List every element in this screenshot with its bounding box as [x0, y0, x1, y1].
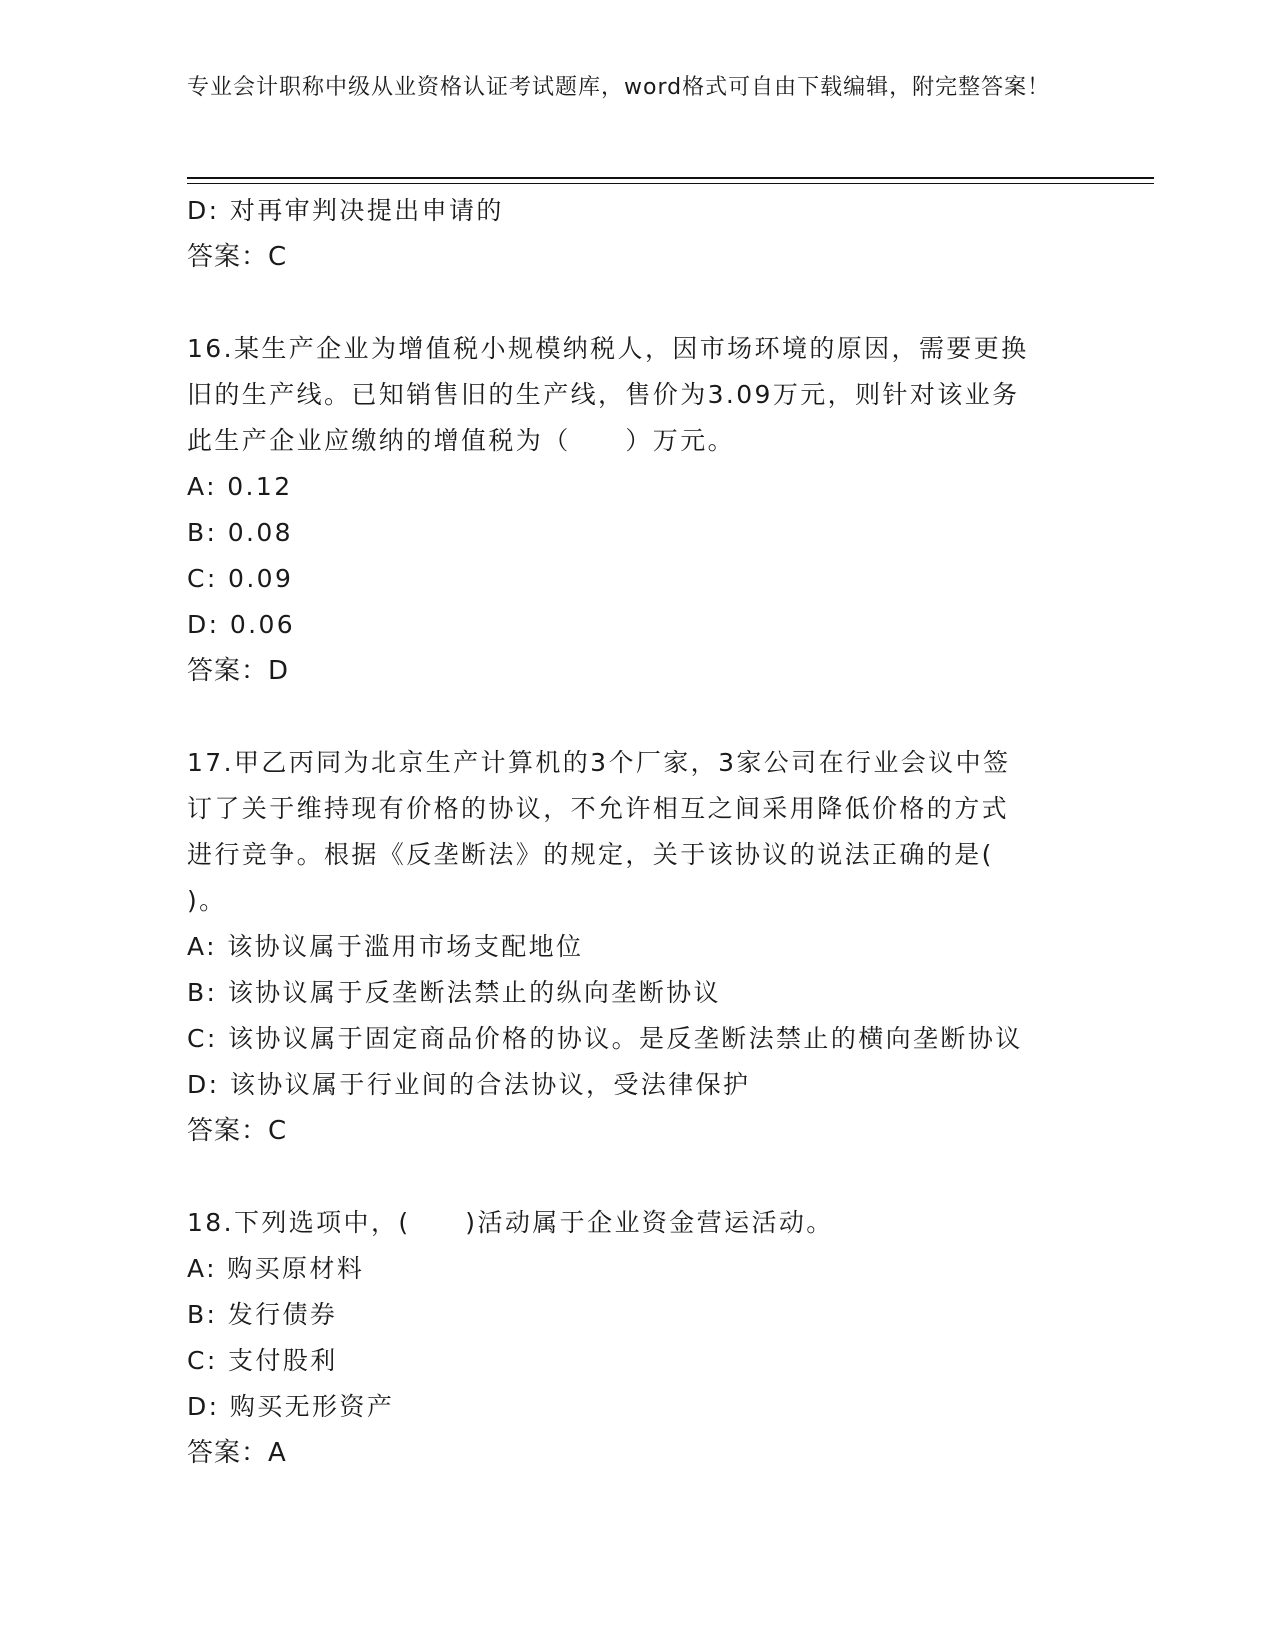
question-18	[187, 1200, 1087, 1476]
question-16	[187, 326, 1087, 694]
option-b: B: 该协议属于反垄断法禁止的纵向垄断协议	[187, 978, 721, 1007]
question-text-line: 此生产企业应缴纳的增值税为（ ）万元。	[187, 426, 736, 455]
question-text-line: 旧的生产线。已知销售旧的生产线，售价为3.09万元，则针对该业务	[187, 380, 1020, 409]
header-divider-thin	[187, 183, 1154, 184]
header-text: 专业会计职称中级从业资格认证考试题库，word格式可自由下载编辑，附完整答案！	[187, 75, 1051, 100]
option-a: A: 该协议属于滥用市场支配地位	[187, 932, 584, 961]
answer-line: 答案：C	[187, 1116, 288, 1146]
option-c: C: 支付股利	[187, 1346, 338, 1375]
option-d: D: 对再审判决提出申请的	[187, 196, 504, 225]
option-a: A: 0.12	[187, 472, 293, 501]
option-a: A: 购买原材料	[187, 1254, 365, 1283]
answer-line: 答案：D	[187, 656, 290, 686]
question-text-line: 16.某生产企业为增值税小规模纳税人，因市场环境的原因，需要更换	[187, 334, 1029, 363]
header-divider-thick	[187, 177, 1154, 179]
option-d: D: 购买无形资产	[187, 1392, 395, 1421]
option-b: B: 0.08	[187, 518, 293, 547]
question-text-line: 18.下列选项中，( )活动属于企业资金营运活动。	[187, 1208, 834, 1237]
option-c: C: 0.09	[187, 564, 294, 593]
spacer	[187, 694, 1087, 740]
page-header	[187, 72, 1067, 104]
question-text-line: 17.甲乙丙同为北京生产计算机的3个厂家，3家公司在行业会议中签	[187, 748, 1011, 777]
option-c: C: 该协议属于固定商品价格的协议。是反垄断法禁止的横向垄断协议	[187, 1024, 1023, 1053]
spacer	[187, 280, 1087, 326]
option-d: D: 该协议属于行业间的合法协议，受法律保护	[187, 1070, 751, 1099]
answer-line: 答案：A	[187, 1438, 287, 1468]
option-d: D: 0.06	[187, 610, 296, 639]
spacer	[187, 1154, 1087, 1200]
question-text-line: 订了关于维持现有价格的协议，不允许相互之间采用降低价格的方式	[187, 794, 1010, 823]
answer-line: 答案：C	[187, 242, 288, 272]
question-text-line: 进行竞争。根据《反垄断法》的规定，关于该协议的说法正确的是(	[187, 840, 994, 869]
question-text-line: )。	[187, 886, 227, 915]
question-content	[187, 188, 1087, 1476]
option-b: B: 发行债券	[187, 1300, 338, 1329]
question-17	[187, 740, 1087, 1154]
